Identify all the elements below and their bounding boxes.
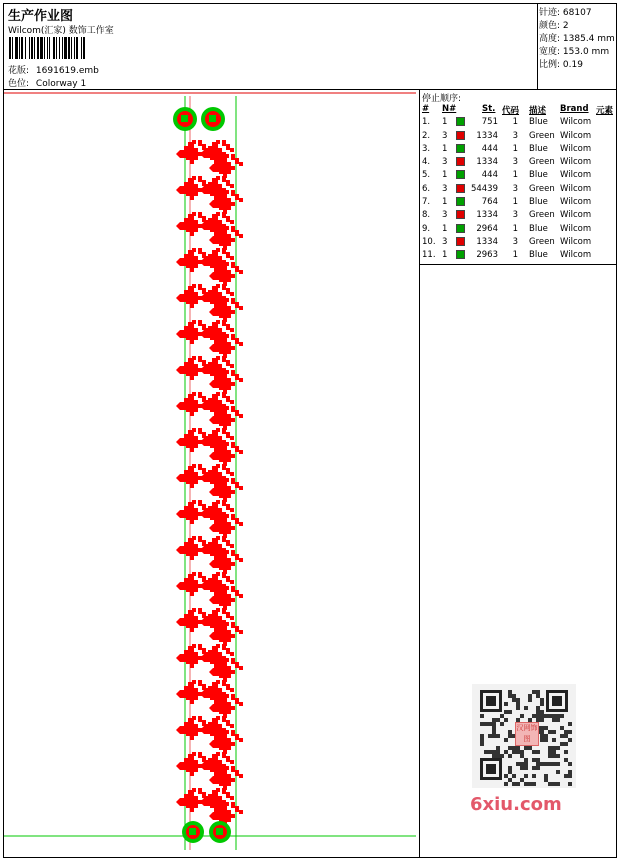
cell-code: 1: [512, 223, 518, 234]
col-number: #: [422, 104, 430, 114]
cell-desc: Green: [529, 236, 555, 247]
cell-code: 1: [512, 170, 518, 181]
cell-st: 751: [481, 117, 498, 128]
barcode: [9, 37, 144, 59]
cell-brand: Wilcom: [560, 130, 592, 141]
stop-sequence-table: [420, 103, 616, 263]
site-watermark: 6xiu.com: [470, 794, 562, 815]
cell-n: 11.: [422, 250, 436, 261]
embroidery-motif-column: [176, 140, 243, 826]
cell-desc: Blue: [529, 223, 548, 234]
col-needle: N#: [442, 104, 457, 114]
cell-needle: 3: [442, 183, 448, 194]
colorway-value: Colorway 1: [35, 79, 87, 89]
bottom-rosette-right: [209, 821, 231, 843]
cell-n: 6.: [422, 183, 431, 194]
col-brand: Brand: [560, 104, 589, 114]
cell-needle: 3: [442, 210, 448, 221]
col-element: 元素: [596, 106, 614, 116]
cell-code: 3: [512, 236, 518, 247]
table-row: [420, 130, 616, 143]
cell-needle: 3: [442, 130, 448, 141]
top-rosette-right: [201, 107, 225, 131]
cell-st: 1334: [476, 157, 498, 168]
cell-desc: Blue: [529, 170, 548, 181]
stat-scale: 比例: 0.19: [539, 60, 583, 70]
page-title: 生产作业图: [8, 9, 74, 24]
col-description: 描述: [529, 106, 547, 116]
cell-code: 3: [512, 157, 518, 168]
cell-st: 1334: [476, 236, 498, 247]
color-swatch: [456, 170, 465, 179]
cell-st: 444: [481, 143, 498, 154]
color-swatch: [456, 184, 465, 193]
cell-desc: Blue: [529, 117, 548, 128]
cell-code: 3: [512, 210, 518, 221]
cell-brand: Wilcom: [560, 210, 592, 221]
stat-width: 宽度: 153.0 mm: [539, 47, 610, 57]
color-swatch: [456, 224, 465, 233]
cell-brand: Wilcom: [560, 143, 592, 154]
stop-sequence-label: 停止顺序:: [422, 94, 462, 104]
cell-code: 1: [512, 117, 518, 128]
cell-brand: Wilcom: [560, 170, 592, 181]
cell-n: 8.: [422, 210, 431, 221]
cell-needle: 3: [442, 157, 448, 168]
colorway-line: [8, 76, 86, 89]
color-swatch: [456, 131, 465, 140]
cell-n: 9.: [422, 223, 431, 234]
stat-stitches: 针迹: 68107: [539, 8, 592, 18]
stat-height: 高度: 1385.4 mm: [539, 34, 615, 44]
bottom-rosette-left: [182, 821, 204, 843]
cell-code: 3: [512, 183, 518, 194]
cell-desc: Green: [529, 157, 555, 168]
colorway-label: 色位:: [8, 79, 30, 89]
table-row: [420, 183, 616, 196]
table-row: [420, 143, 616, 156]
cell-code: 3: [512, 130, 518, 141]
cell-code: 1: [512, 143, 518, 154]
color-swatch: [456, 117, 465, 126]
color-swatch: [456, 237, 465, 246]
cell-desc: Blue: [529, 143, 548, 154]
cell-brand: Wilcom: [560, 117, 592, 128]
color-swatch: [456, 144, 465, 153]
cell-st: 444: [481, 170, 498, 181]
table-row: [420, 249, 616, 262]
color-swatch: [456, 197, 465, 206]
studio-name: Wilcom(汇家) 数饰工作室: [8, 26, 114, 36]
col-code: 代码: [502, 106, 520, 116]
production-sheet: [3, 3, 617, 858]
table-divider: [420, 264, 616, 265]
cell-needle: 3: [442, 236, 448, 247]
cell-needle: 1: [442, 117, 448, 128]
table-row: [420, 223, 616, 236]
cell-st: 2963: [476, 250, 498, 261]
cell-n: 7.: [422, 197, 431, 208]
cell-brand: Wilcom: [560, 236, 592, 247]
cell-needle: 1: [442, 223, 448, 234]
color-swatch: [456, 210, 465, 219]
cell-st: 764: [481, 197, 498, 208]
sheet-header: [4, 4, 538, 90]
cell-n: 10.: [422, 236, 436, 247]
cell-st: 2964: [476, 223, 498, 234]
cell-n: 3.: [422, 143, 431, 154]
cell-n: 5.: [422, 170, 431, 181]
design-stats: [538, 4, 616, 90]
table-row: [420, 209, 616, 222]
cell-st: 54439: [470, 183, 498, 194]
design-file-label: 花版:: [8, 66, 30, 76]
cell-needle: 1: [442, 170, 448, 181]
cell-desc: Green: [529, 183, 555, 194]
cell-brand: Wilcom: [560, 250, 592, 261]
design-file-value: 1691619.emb: [35, 66, 99, 76]
cell-brand: Wilcom: [560, 157, 592, 168]
stat-colors: 颜色: 2: [539, 21, 569, 31]
table-row: [420, 196, 616, 209]
design-file-line: [8, 63, 99, 76]
table-row: [420, 236, 616, 249]
cell-desc: Blue: [529, 250, 548, 261]
cell-st: 1334: [476, 210, 498, 221]
cell-brand: Wilcom: [560, 197, 592, 208]
embroidery-preview-svg: [4, 90, 420, 857]
design-preview: [4, 90, 420, 857]
cell-n: 4.: [422, 157, 431, 168]
top-rosette-left: [173, 107, 197, 131]
cell-n: 1.: [422, 117, 431, 128]
col-stitches: St.: [482, 104, 496, 114]
table-row: [420, 156, 616, 169]
qr-seal: 汉网饰图: [515, 722, 539, 746]
cell-needle: 1: [442, 250, 448, 261]
table-row: [420, 169, 616, 182]
color-swatch: [456, 250, 465, 259]
cell-needle: 1: [442, 143, 448, 154]
color-swatch: [456, 157, 465, 166]
table-header: [420, 103, 616, 116]
cell-brand: Wilcom: [560, 183, 592, 194]
cell-desc: Green: [529, 210, 555, 221]
cell-code: 1: [512, 197, 518, 208]
cell-st: 1334: [476, 130, 498, 141]
cell-desc: Blue: [529, 197, 548, 208]
cell-desc: Green: [529, 130, 555, 141]
cell-code: 1: [512, 250, 518, 261]
cell-needle: 1: [442, 197, 448, 208]
table-row: [420, 116, 616, 129]
cell-brand: Wilcom: [560, 223, 592, 234]
cell-n: 2.: [422, 130, 431, 141]
stop-sequence-panel: [420, 90, 616, 857]
